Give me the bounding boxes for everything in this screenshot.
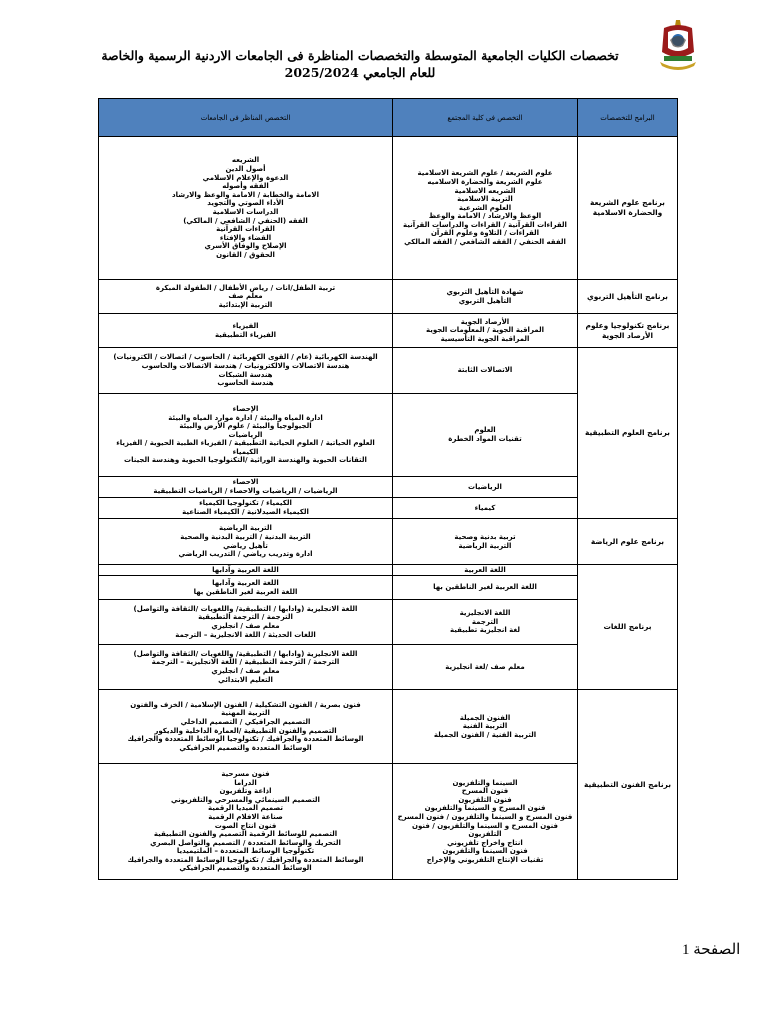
university-cell-line: الحقوق / القانون [216,250,275,259]
program-cell-line: والحضارة الاسلامية [592,208,663,217]
community-college-cell-line: الفنون الجميلة [459,713,511,722]
community-college-cell-line: فنون السينما والتلفزيون [442,847,528,856]
university-cell-line: الاحصاء [232,478,259,487]
community-college-cell [393,348,578,394]
university-cell-line: معلم صف [228,292,263,301]
university-cell [99,498,393,519]
program-cell-line: برنامج العلوم التطبيقية [585,428,670,437]
university-cell-line: اللغة العربية وآدابها [212,565,279,574]
community-college-cell-line: تقنيات المواد الخطرة [448,435,522,443]
university-cell-line: الكيمياء [232,447,259,456]
university-cell-line: القضاء والإفتاء [219,233,272,242]
university-cell-line: التصميم الجرافيكي / التصميم الداخلي [180,717,311,726]
university-cell [99,477,393,498]
university-cell [99,690,393,764]
university-cell-line: الوسائط المتعددة والجرافيك / تكنولوجيا الوسائط المتعددة والجرافيك [127,735,364,744]
community-college-cell-line: السينما والتلفزيون [452,778,518,787]
document-title [60,47,660,81]
community-college-cell-line: التربية الاسلامية [457,195,513,204]
university-cell-line: الجيولوجيا والبيئة / علوم الأرض والبيئة [179,422,312,431]
university-cell-line: الرياضيات / الرياضيات والاحصاء / الرياضيات التطبيقية [153,487,338,495]
community-college-cell-line: المراقبة الجوية التأسيسية [440,334,530,343]
university-cell-line: ادارة المياه والبيئة / ادارة موارد المياه والبيئة [168,413,323,422]
university-cell-line: هندسة الاتصالات والالكترونيات / هندسة الاتصالات والحاسوب [141,361,350,370]
community-college-cell-line: فنون المسرح [461,787,509,796]
university-cell-line: تربية الطفل/انات / رياض الأطفال / الطفولة المبكرة [155,283,336,292]
university-cell-line: فنون مسرحية [221,769,270,778]
community-college-cell [393,600,578,645]
university-cell-line: التربية البدنية / التربية البدنية والصحية [180,532,311,541]
community-college-cell-line: لغة انجليزية تطبيقية [449,626,521,635]
university-cell-line: الترجمة / الترجمة التطبيقية [198,613,293,622]
community-college-cell-line: فنون المسرح و السينما والتلفزيون / فنون [411,821,559,830]
university-cell-line: الهندسة الكهربائية (عام / القوى الكهربائية / الحاسوب / اتصالات / الكترونيات) [113,353,378,362]
community-college-cell-line: المراقبة الجوية / المعلومات الجوية [425,326,545,335]
community-college-cell-line: التلفزيون [468,830,502,839]
table-body [99,137,678,880]
header-community-college: التخصص فى كلية المجتمع [393,99,578,137]
community-college-cell [393,690,578,764]
university-cell-line: اللغات الحديثة / اللغة الانجليزية – الترجمة [175,630,316,639]
university-cell-line: الوسائط المتعددة والجرافيك / تكنولوجيا الوسائط المتعددة والجرافيك [127,855,364,864]
university-cell-line: الكيمياء الصيدلانية / الكيمياء الصناعية [182,508,309,516]
university-cell-line: التحريك والوسائط المتعددة / التصميم والتواصل البصري [150,838,341,847]
header-programs: البرامج للتخصصات [578,99,678,137]
university-cell [99,348,393,394]
community-college-cell-line: التربية الفنية / الفنون الجميلة [433,730,537,739]
university-cell-line: التقانات الحيوية والهندسة الوراثية /التكنولوجيا الحيوية وهندسة الجينات [124,456,367,465]
community-college-cell [393,394,578,477]
community-college-cell-line: الوعظ والارشاد / الامامة والوعظ [428,212,542,221]
community-college-cell [393,314,578,348]
university-cell-line: الامامة والخطابة / الامامة والوعظ والارشاد [172,190,319,199]
community-college-cell-line: القراءات / التلاوة وعلوم القرآن [430,229,540,238]
community-college-cell-line: علوم الشريعة والحضارة الاسلاميه [427,177,543,186]
university-cell [99,280,393,314]
university-cell-line: التصميم السينمائي والمسرحي والتلفزيوني [171,795,320,804]
program-cell-line: برنامج الفنون التطبيقية [584,779,671,789]
title-line-2: للعام الجامعي 2025/2024 [284,65,436,80]
program-cell-line: برنامج اللغات [603,622,652,631]
community-college-cell [393,137,578,280]
community-college-cell-line: فنون المسرح و السينما والتلفزيون / فنون المسرح [397,812,573,821]
community-college-cell-line: تقنيات الإنتاج التلفزيوني والإخراج [426,855,544,864]
table-row [99,137,678,280]
university-cell-line: الفقه وأصوله [222,182,269,191]
community-college-cell-line: اللغة العربية لغير الناطقين بها [433,583,537,592]
university-cell-line: الدراسات الاسلامية [212,208,279,216]
university-cell-line: الترجمة / الترجمة التطبيقية / اللغة الانجليزية – الترجمة [151,658,340,667]
university-cell-line: الإصلاح والوفاق الأسري [204,242,287,251]
university-cell [99,565,393,576]
program-cell [578,137,678,280]
page-number: الصفحة 1 [682,942,741,958]
university-cell-line: ادارة وتدريب رياضي / التدريب الرياضي [178,550,313,559]
community-college-cell-line: انتاج واخراج تلفزيوني [447,838,523,847]
university-cell [99,600,393,645]
university-cell [99,576,393,600]
university-cell-line: التربية الإبتدائية [218,300,273,309]
community-college-cell-line: الاتصالات الثابتة [457,366,513,375]
university-cell-line: تصميم الميديا الرقمية [207,804,284,813]
university-cell-line: الدراما [234,778,257,787]
header-university: التخصص المناظر فى الجامعات [99,99,393,137]
community-college-cell [393,498,578,519]
table-row [99,565,678,576]
community-college-cell [393,477,578,498]
community-college-cell [393,645,578,690]
program-cell [578,314,678,348]
university-cell [99,394,393,477]
program-cell-line: برنامج علوم الرياضة [590,536,665,546]
program-cell [578,280,678,314]
community-college-cell-line: علوم الشريعة / علوم الشريعة الاسلامية [417,169,553,178]
university-cell-line: القراءات القرآنية [216,225,275,234]
community-college-cell [393,576,578,600]
community-college-cell-line: اللغة العربية [464,565,506,574]
university-cell [99,764,393,880]
university-cell-line: الفيزياء [232,321,259,330]
university-cell-line: تأهيل رياضي [223,541,268,550]
program-cell-line: برنامج علوم الشريعة [590,198,665,207]
university-cell-line: الأداء الصوتي والتجويد [207,199,284,208]
university-cell-line: التعليم الابتدائي [218,675,273,684]
university-cell [99,645,393,690]
university-cell-line: الفقه (الحنفي / الشافعي / المالكي) [183,216,308,225]
community-college-cell [393,280,578,314]
program-cell-line: الأرصاد الجوية [601,330,654,340]
community-college-cell-line: اللغة الانجليزية [459,609,511,618]
program-cell-line: برنامج تكنولوجيا وعلوم [585,320,670,330]
university-cell-line: الوسائط المتعددة والتصميم الجرافيكي [179,864,312,873]
community-college-cell-line: التأهيل التربوي [458,296,512,305]
university-cell-line: الشريعه [231,156,260,165]
program-cell [578,690,678,880]
university-cell-line: معلم صف / انجليزي [211,622,280,630]
jordan-coat-of-arms-icon [654,18,702,70]
university-cell [99,519,393,565]
university-cell-line: العلوم الحياتية / العلوم الحياتية التطبيقية / الفيزياء الطبية الحيوية / الفيزياء [116,439,375,448]
university-cell-line: التربية المهنية [221,709,270,718]
community-college-cell-line: الفقه الحنفي / الفقه الشافعي / الفقه المالكي [404,238,566,247]
community-college-cell-line: شهادة التأهيل التربوي [446,287,524,296]
community-college-cell-line: فنون المسرح و السينما والتلفزيون [424,804,546,813]
community-college-cell-line: العلوم الشرعية [458,203,512,212]
specializations-table [98,98,678,880]
title-line-1: تخصصات الكليات الجامعية المتوسطة والتخصصات المناظرة فى الجامعات الاردنية الرسمية والخاصة [101,48,619,63]
university-cell-line: فنون انتاج الصوت [214,821,277,830]
community-college-cell-line: كيمياء [474,503,496,512]
community-college-cell-line: التربية الفنية [462,722,508,731]
university-cell-line: هندسة الشبكات [218,370,273,379]
university-cell-line: اللغة الانجليزية (وادابها / التطبيقية/ واللغويات /الثقافة والتواصل) [133,649,358,658]
community-college-cell-line: معلم صف /لغة انجليزية [445,662,525,671]
community-college-cell-line: تربية بدنية وصحية [454,532,516,541]
program-cell-line: برنامج التأهيل التربوي [587,291,668,301]
university-cell-line: فنون بصرية / الفنون التشكيلية / الفنون الإسلامية / الخزف والفنون [130,700,361,709]
table-header-row [99,99,678,137]
community-college-cell-line: العلوم [474,426,496,435]
university-cell-line: الفيزياء التطبيقية [214,330,277,339]
university-cell-line: اللغة الانجليزية (وادابها / التطبيقية/ واللغويات /الثقافة والتواصل) [133,604,358,613]
community-college-cell-line: القراءات القرآنية / القراءات والدراسات القرآنية [403,220,567,229]
table-row [99,280,678,314]
community-college-cell-line: الأرصاد الجوية [460,317,510,326]
community-college-cell [393,565,578,576]
university-cell-line: هندسة الحاسوب [217,379,274,388]
university-cell-line: اذاعة وتلفزيون [219,787,272,796]
university-cell-line: معلم صف / انجليزي [211,667,280,675]
program-cell [578,565,678,690]
university-cell-line: اللغة العربية لغير الناطقين بها [193,587,298,596]
community-college-cell-line: الرياضيات [468,482,502,491]
community-college-cell-line: الشريعه الاسلامية [454,186,516,195]
university-cell-line: الوسائط المتعددة والتصميم الجرافيكي [179,743,312,752]
community-college-cell-line: فنون التلفزيون [458,795,512,804]
community-college-cell-line: التربية الرياضية [458,541,512,550]
university-cell-line: تكنولوجيا الوسائط المتعددة – الملتيميديا [176,847,315,856]
university-cell-line: التربية الرياضية [219,524,272,533]
university-cell-line: الرياضيات [228,430,263,439]
community-college-cell [393,519,578,565]
table-row [99,690,678,764]
university-cell [99,314,393,348]
table-row [99,314,678,348]
table-row [99,348,678,394]
university-cell-line: اللغة العربية وآدابها [212,578,279,587]
university-cell-line: التصميم للوسائط الرقمية التصميم والفنون التطبيقية [153,830,338,839]
table-row [99,519,678,565]
university-cell [99,137,393,280]
program-cell [578,519,678,565]
university-cell-line: الإحصاء [232,404,259,413]
university-cell-line: أصول الدين [225,165,266,174]
community-college-cell [393,764,578,880]
university-cell-line: التصميم والفنون التطبيقية /العمارة الداخلية والديكور [154,726,337,735]
program-cell [578,348,678,519]
university-cell-line: صناعة الافلام الرقمية [208,812,283,821]
university-cell-line: الدعوة والإعلام الاسلامي [202,173,289,182]
community-college-cell-line: الترجمة [471,617,499,626]
university-cell-line: الكيمياء / تكنولوجيا الكيمياء [199,499,292,508]
